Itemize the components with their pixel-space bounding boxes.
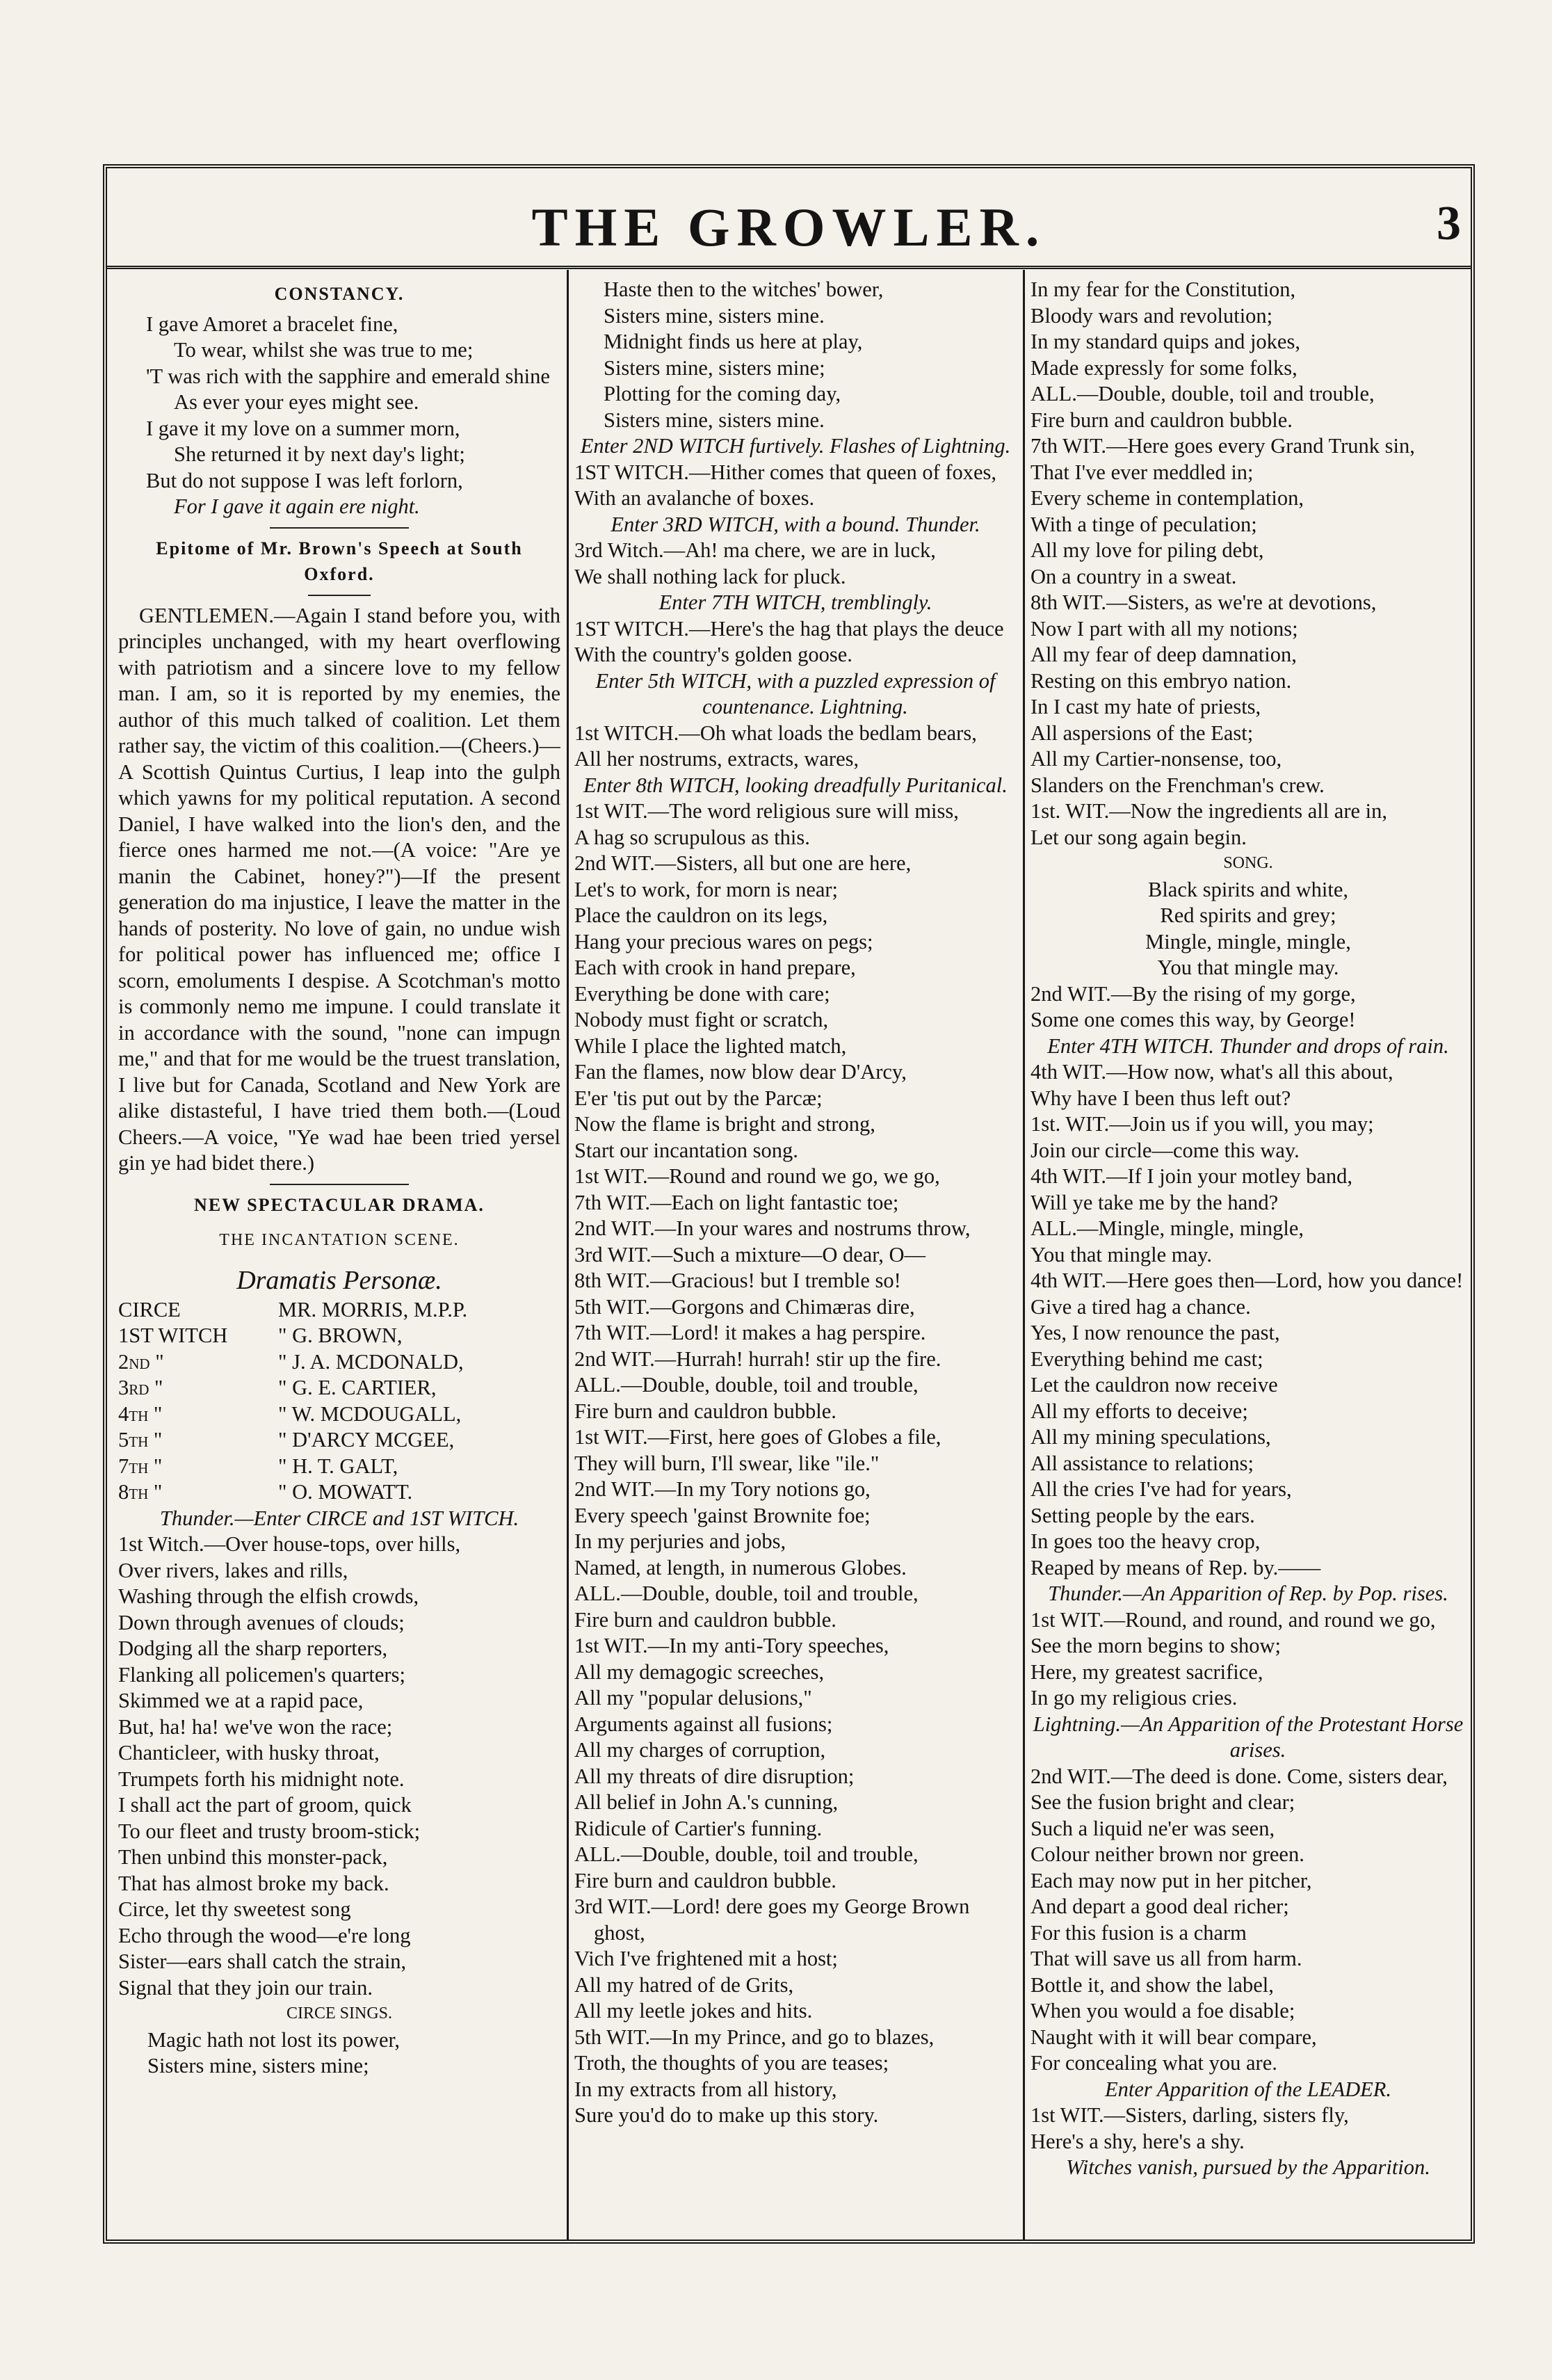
- verse-line: All my efforts to deceive;: [1030, 1399, 1248, 1423]
- poem-line: I gave Amoret a bracelet fine,: [146, 312, 398, 336]
- verse-line: You that mingle may.: [1157, 956, 1339, 979]
- verse-line: Washing through the elfish crowds,: [118, 1584, 419, 1608]
- verse-line: Nobody must fight or scratch,: [574, 1008, 829, 1031]
- verse-line: 2nd WIT.—Hurrah! hurrah! stir up the fire.: [574, 1346, 941, 1371]
- verse-line: Signal that they join our train.: [118, 1975, 373, 2000]
- verse-line: Mingle, mingle, mingle,: [1145, 929, 1351, 954]
- scene-title: THE INCANTATION SCENE.: [219, 1231, 460, 1249]
- verse-line: 2nd WIT.—The deed is done. Come, sisters dear,: [1030, 1764, 1448, 1788]
- verse-line: All her nostrums, extracts, wares,: [574, 747, 859, 771]
- verse-line: 4th WIT.—If I join your motley band,: [1030, 1164, 1353, 1188]
- newspaper-title: THE GROWLER.: [531, 197, 1046, 257]
- masthead: [107, 168, 1471, 269]
- verse-line: All my fear of deep damnation,: [1030, 643, 1297, 666]
- verse-line: 1st WIT.—First, here goes of Globes a file,: [574, 1425, 941, 1449]
- verse-line: 2nd WIT.—By the rising of my gorge,: [1030, 981, 1356, 1006]
- verse-line: And depart a good deal richer;: [1030, 1895, 1289, 1918]
- verse-line: All the cries I've had for years,: [1030, 1477, 1292, 1501]
- verse-line: With the country's golden goose.: [574, 643, 852, 666]
- verse-line: All my charges of corruption,: [574, 1738, 826, 1762]
- column-2: [574, 277, 1017, 2233]
- verse-line: 1st. WIT.—Now the ingredients all are in,: [1030, 799, 1388, 823]
- circe-song: [118, 2027, 560, 2080]
- verse-line: 1ST WITCH.—Here's the hag that plays the deuce: [574, 616, 1004, 641]
- poem-line: 'T was rich with the sapphire and emerald shine: [146, 364, 550, 388]
- persona-row: 1ST WITCH " G. BROWN,: [118, 1324, 403, 1347]
- verse-line: Sisters mine, sisters mine;: [604, 355, 825, 380]
- verse-line: Setting people by the ears.: [1030, 1503, 1255, 1527]
- epitome-text: GENTLEMEN.—Again I stand before you, with principles unchanged, with my heart overflowing with patriotism and a sincere love to my fellow man. I am, so it is reported by my enemies, the author of this much talked of coalition. Let them rather say, the victim of this coalition.—(Cheers.)—A Scottish Quintus Curtius, I leap into the gulph which yawns for my political reputation. A second Daniel, I have walked into the lion's den, and the fierce ones harmed me not.—(A voice: "Are ye manin the Cabinet, honey?")—If the present generation do ma injustice, I leave the matter in the hands of posterity. No love of gain, no undue wish for political power has influenced me; office I scorn, emoluments I despise. A Scotchman's motto is commonly nemo me impune. I could translate it in accordance with the sound, "none can impugn me," and that for me would be the truest translation, I live but for Canada, Scotland and New York are alike distasteful, I have tried them both.—(Loud Cheers.—A voice, "Ye wad hae been tried yersel gin ye had bidet there.): [118, 603, 560, 1175]
- stage-direction: Enter 7TH WITCH, tremblingly.: [658, 590, 932, 614]
- stage-direction: Enter 8th WITCH, looking dreadfully Puritanical.: [583, 773, 1008, 797]
- verse-line: E'er 'tis put out by the Parcæ;: [574, 1086, 823, 1110]
- verse-line: For concealing what you are.: [1030, 2051, 1277, 2075]
- persona-row: 8th " " O. MOWATT.: [118, 1480, 413, 1504]
- verse-line: Each may now put in her pitcher,: [1030, 1868, 1312, 1892]
- verse-line: ALL.—Double, double, toil and trouble,: [574, 1373, 919, 1397]
- verse-line: All my mining speculations,: [1030, 1425, 1271, 1449]
- verse-line: 1st WIT.—In my anti-Tory speeches,: [574, 1634, 889, 1657]
- verse-line: 2nd WIT.—Sisters, all but one are here,: [574, 851, 912, 875]
- verse-line: Slanders on the Frenchman's crew.: [1030, 773, 1325, 797]
- verse-line: 1st WIT.—Sisters, darling, sisters fly,: [1030, 2103, 1349, 2127]
- verse-line: That I've ever meddled in;: [1030, 460, 1254, 484]
- separator: [308, 595, 371, 596]
- verse-line: Place the cauldron on its legs,: [574, 903, 828, 927]
- verse-line: Resting on this embryo nation.: [1030, 668, 1292, 693]
- verse-line: 1st WIT.—The word religious sure will miss,: [574, 799, 959, 823]
- verse-line: ALL.—Double, double, toil and trouble,: [1030, 382, 1375, 405]
- verse-line: All my hatred of de Grits,: [574, 1972, 794, 1997]
- verse-line: In my standard quips and jokes,: [1030, 330, 1300, 353]
- verse-line: Black spirits and white,: [1147, 877, 1348, 901]
- verse-line: In I cast my hate of priests,: [1030, 695, 1261, 718]
- verse-line: 2nd WIT.—In your wares and nostrums throw,: [574, 1216, 971, 1240]
- verse-line: 5th WIT.—Gorgons and Chimæras dire,: [574, 1294, 915, 1319]
- verse-line: Here, my greatest sacrifice,: [1030, 1659, 1263, 1684]
- verse-line: 8th WIT.—Gracious! but I tremble so!: [574, 1269, 901, 1292]
- verse-line: Haste then to the witches' bower,: [604, 278, 884, 301]
- verse-line: ALL.—Mingle, mingle, mingle,: [1030, 1216, 1304, 1240]
- column-1: [118, 277, 560, 2233]
- stage-direction: Witches vanish, pursued by the Apparition.: [1066, 2155, 1430, 2179]
- verse-line: Ridicule of Cartier's funning.: [574, 1816, 823, 1840]
- personae-list: [118, 1297, 560, 1506]
- stage-direction: Thunder.—An Apparition of Rep. by Pop. rises.: [1048, 1582, 1448, 1605]
- verse-line: 8th WIT.—Sisters, as we're at devotions,: [1030, 590, 1377, 614]
- verse-line: Will ye take me by the hand?: [1030, 1190, 1279, 1214]
- verse-line: All my threats of dire disruption;: [574, 1764, 855, 1788]
- verse-line: Every speech 'gainst Brownite foe;: [574, 1503, 871, 1527]
- verse-line: 4th WIT.—How now, what's all this about,: [1030, 1060, 1393, 1084]
- verse-line: All my love for piling debt,: [1030, 538, 1264, 562]
- verse-line: Named, at length, in numerous Globes.: [574, 1555, 907, 1579]
- separator: [270, 527, 409, 529]
- verse-line: In my extracts from all history,: [574, 2077, 837, 2101]
- verse-line: Some one comes this way, by George!: [1030, 1008, 1356, 1031]
- verse-line: All my demagogic screeches,: [574, 1659, 825, 1684]
- persona-row: CIRCE MR. MORRIS, M.P.P.: [118, 1297, 468, 1321]
- verse-line: 1st WITCH.—Oh what loads the bedlam bears,: [574, 721, 977, 745]
- verse-line: Everything be done with care;: [574, 981, 830, 1006]
- verse-line: Over rivers, lakes and rills,: [118, 1558, 348, 1582]
- verse-line: For this fusion is a charm: [1030, 1920, 1247, 1945]
- verse-line: Fire burn and cauldron bubble.: [574, 1607, 836, 1632]
- verse-line: 1st WIT.—Round and round we go, we go,: [574, 1164, 940, 1188]
- verse-line: All belief in John A.'s cunning,: [574, 1790, 839, 1814]
- constancy-title: CONSTANCY.: [274, 284, 405, 304]
- verse-line: Circe, let thy sweetest song: [118, 1897, 351, 1921]
- verse-line: All my leetle jokes and hits.: [574, 1999, 813, 2023]
- verse-line: You that mingle may.: [1030, 1242, 1212, 1267]
- poem-line: She returned it by next day's light;: [174, 442, 465, 466]
- poem-line: I gave it my love on a summer morn,: [146, 416, 460, 440]
- verse-line: Why have I been thus left out?: [1030, 1086, 1291, 1110]
- verse-line: But, ha! ha! we've won the race;: [118, 1714, 393, 1739]
- verse-line: That will save us all from harm.: [1030, 1947, 1302, 1970]
- verse-line: Dodging all the sharp reporters,: [118, 1637, 388, 1660]
- verse-line: 3rd Witch.—Ah! ma chere, we are in luck,: [574, 538, 936, 562]
- verse-line: Fan the flames, now blow dear D'Arcy,: [574, 1060, 907, 1084]
- verse-line: Reaped by means of Rep. by.——: [1030, 1555, 1321, 1579]
- verse-line: Chanticleer, with husky throat,: [118, 1741, 380, 1764]
- stage-direction: Enter 4TH WITCH. Thunder and drops of rain.: [1047, 1034, 1449, 1058]
- columns: [107, 270, 1471, 2240]
- verse-line: Vich I've frightened mit a host;: [574, 1947, 838, 1970]
- verse-line: I shall act the part of groom, quick: [118, 1793, 412, 1817]
- verse-line: Now I part with all my notions;: [1030, 616, 1298, 641]
- column-3: [1030, 277, 1466, 2233]
- verse-line: 1st. WIT.—Join us if you will, you may;: [1030, 1112, 1374, 1136]
- verse-line: In goes too the heavy crop,: [1030, 1529, 1261, 1553]
- stage-direction: Thunder.—Enter CIRCE and 1ST WITCH.: [159, 1506, 519, 1530]
- verse-line: ALL.—Double, double, toil and trouble,: [574, 1582, 919, 1605]
- poem-line: As ever your eyes might see.: [174, 390, 419, 414]
- verse-line: To our fleet and trusty broom-stick;: [118, 1819, 421, 1843]
- witch-speech: [118, 1531, 560, 2001]
- verse-line: Fire burn and cauldron bubble.: [574, 1399, 836, 1423]
- verse-line: 3rd WIT.—Such a mixture—O dear, O—: [574, 1242, 926, 1267]
- verse-line: Troth, the thoughts of you are teases;: [574, 2051, 889, 2075]
- verse-line: Made expressly for some folks,: [1030, 355, 1298, 380]
- stage-direction: Lightning.—An Apparition of the Protestant Horse arises.: [1033, 1712, 1464, 1762]
- verse-line: Then unbind this monster-pack,: [118, 1845, 388, 1869]
- verse-line: A hag so scrupulous as this.: [574, 825, 810, 849]
- verse-line: ALL.—Double, double, toil and trouble,: [574, 1842, 919, 1866]
- song-title: SONG.: [1223, 854, 1273, 872]
- verse-line: Hang your precious wares on pegs;: [574, 929, 873, 954]
- verse-line: In my perjuries and jobs,: [574, 1529, 786, 1553]
- verse-line: 7th WIT.—Each on light fantastic toe;: [574, 1190, 899, 1214]
- poem-line: For I gave it again ere night.: [174, 495, 420, 518]
- verse-line: Skimmed we at a rapid pace,: [118, 1689, 364, 1712]
- stage-direction: Enter 3RD WITCH, with a bound. Thunder.: [611, 512, 980, 536]
- persona-row: 7th " " H. T. GALT,: [118, 1454, 398, 1478]
- page-number: 3: [1437, 197, 1461, 250]
- poem-line: But do not suppose I was left forlorn,: [146, 468, 463, 492]
- verse-line: Here's a shy, here's a shy.: [1030, 2129, 1245, 2153]
- verse-line: 4th WIT.—Here goes then—Lord, how you dance!: [1030, 1269, 1464, 1292]
- verse-line: Trumpets forth his midnight note.: [118, 1767, 405, 1791]
- verse-line: See the morn begins to show;: [1030, 1634, 1282, 1657]
- verse-line: Arguments against all fusions;: [574, 1712, 833, 1736]
- verse-line: Red spirits and grey;: [1160, 903, 1336, 927]
- verse-line: When you would a foe disable;: [1030, 1999, 1295, 2023]
- verse-line: All my "popular delusions,": [574, 1686, 812, 1710]
- persona-row: 2nd " " J. A. MCDONALD,: [118, 1349, 464, 1374]
- stage-direction: Enter Apparition of the LEADER.: [1104, 2077, 1391, 2101]
- verse-line: Sisters mine, sisters mine.: [604, 303, 825, 328]
- verse-line: Magic hath not lost its power,: [147, 2027, 401, 2052]
- verse-line: Every scheme in contemplation,: [1030, 486, 1304, 510]
- verse-line: In my fear for the Constitution,: [1030, 278, 1296, 301]
- verse-line: On a country in a sweat.: [1030, 564, 1237, 588]
- persona-row: 4th " " W. MCDOUGALL,: [118, 1401, 462, 1426]
- page-frame: [103, 164, 1475, 2244]
- verse-line: Sisters mine, sisters mine;: [147, 2054, 369, 2077]
- verse-line: See the fusion bright and clear;: [1030, 1790, 1295, 1814]
- verse-line: Fire burn and cauldron bubble.: [1030, 408, 1293, 432]
- verse-line: Naught with it will bear compare,: [1030, 2025, 1317, 2049]
- column-rule: [1023, 270, 1025, 2240]
- verse-line: Let our song again begin.: [1030, 825, 1247, 849]
- stage-direction: Enter 2ND WITCH furtively. Flashes of Lightning.: [580, 434, 1011, 458]
- verse-line: Start our incantation song.: [574, 1138, 798, 1162]
- verse-line: Fire burn and cauldron bubble.: [574, 1868, 836, 1892]
- verse-line: Echo through the wood—e're long: [118, 1923, 411, 1947]
- verse-line: Sister—ears shall catch the strain,: [118, 1949, 407, 1973]
- verse-line: We shall nothing lack for pluck.: [574, 564, 846, 588]
- verse-line: Such a liquid ne'er was seen,: [1030, 1816, 1275, 1840]
- drama-title: NEW SPECTACULAR DRAMA.: [194, 1194, 485, 1215]
- verse-line: Give a tired hag a chance.: [1030, 1294, 1251, 1319]
- verse-line: Join our circle—come this way.: [1030, 1138, 1300, 1162]
- verse-line: Sisters mine, sisters mine.: [604, 408, 825, 432]
- verse-line: That has almost broke my back.: [118, 1871, 389, 1895]
- personae-title: Dramatis Personæ.: [236, 1265, 442, 1295]
- verse-line: 5th WIT.—In my Prince, and go to blazes,: [574, 2025, 935, 2049]
- verse-line: Midnight finds us here at play,: [604, 330, 863, 353]
- constancy-poem: [118, 312, 560, 520]
- persona-row: 5th " " D'ARCY MCGEE,: [118, 1428, 455, 1452]
- verse-line: Bottle it, and show the label,: [1030, 1972, 1274, 1997]
- epitome-title: Epitome of Mr. Brown's Speech at South Oxford.: [156, 538, 523, 584]
- verse-line: 1st Witch.—Over house-tops, over hills,: [118, 1532, 461, 1556]
- verse-line: Colour neither brown nor green.: [1030, 1842, 1304, 1866]
- verse-line: Now the flame is bright and strong,: [574, 1112, 875, 1136]
- verse-line: They will burn, I'll swear, like "ile.": [574, 1451, 880, 1475]
- verse-line: All my Cartier-nonsense, too,: [1030, 747, 1282, 771]
- verse-line: Plotting for the coming day,: [604, 382, 841, 405]
- verse-line: All aspersions of the East;: [1030, 721, 1254, 745]
- verse-line: 3rd WIT.—Lord! dere goes my George Brown ghost,: [574, 1895, 970, 1945]
- verse-line: In go my religious cries.: [1030, 1686, 1238, 1710]
- verse-line: With a tinge of peculation;: [1030, 512, 1257, 536]
- verse-line: Yes, I now renounce the past,: [1030, 1321, 1280, 1344]
- verse-line: Down through avenues of clouds;: [118, 1610, 405, 1634]
- verse-line: With an avalanche of boxes.: [574, 486, 815, 510]
- verse-line: While I place the lighted match,: [574, 1034, 847, 1058]
- separator: [270, 1184, 409, 1185]
- circe-sings: CIRCE SINGS.: [286, 2004, 393, 2023]
- verse-line: 1st WIT.—Round, and round, and round we go,: [1030, 1607, 1436, 1632]
- column-rule: [567, 270, 569, 2240]
- poem-line: To wear, whilst she was true to me;: [174, 338, 474, 362]
- verse-line: 1ST WITCH.—Hither comes that queen of foxes,: [574, 460, 997, 484]
- verse-line: Let the cauldron now receive: [1030, 1373, 1278, 1397]
- verse-line: Sure you'd do to make up this story.: [574, 2103, 879, 2127]
- verse-line: All assistance to relations;: [1030, 1451, 1254, 1475]
- verse-line: 2nd WIT.—In my Tory notions go,: [574, 1477, 871, 1501]
- verse-line: Let's to work, for morn is near;: [574, 877, 839, 901]
- verse-line: Flanking all policemen's quarters;: [118, 1662, 405, 1687]
- verse-line: Bloody wars and revolution;: [1030, 303, 1273, 328]
- persona-row: 3rd " " G. E. CARTIER,: [118, 1376, 437, 1399]
- stage-direction: Enter 5th WITCH, with a puzzled expression of countenance. Lightning.: [595, 668, 996, 718]
- verse-line: Each with crook in hand prepare,: [574, 956, 856, 979]
- verse-line: Everything behind me cast;: [1030, 1346, 1263, 1371]
- verse-line: 7th WIT.—Lord! it makes a hag perspire.: [574, 1321, 926, 1344]
- verse-line: 7th WIT.—Here goes every Grand Trunk sin,: [1030, 434, 1415, 458]
